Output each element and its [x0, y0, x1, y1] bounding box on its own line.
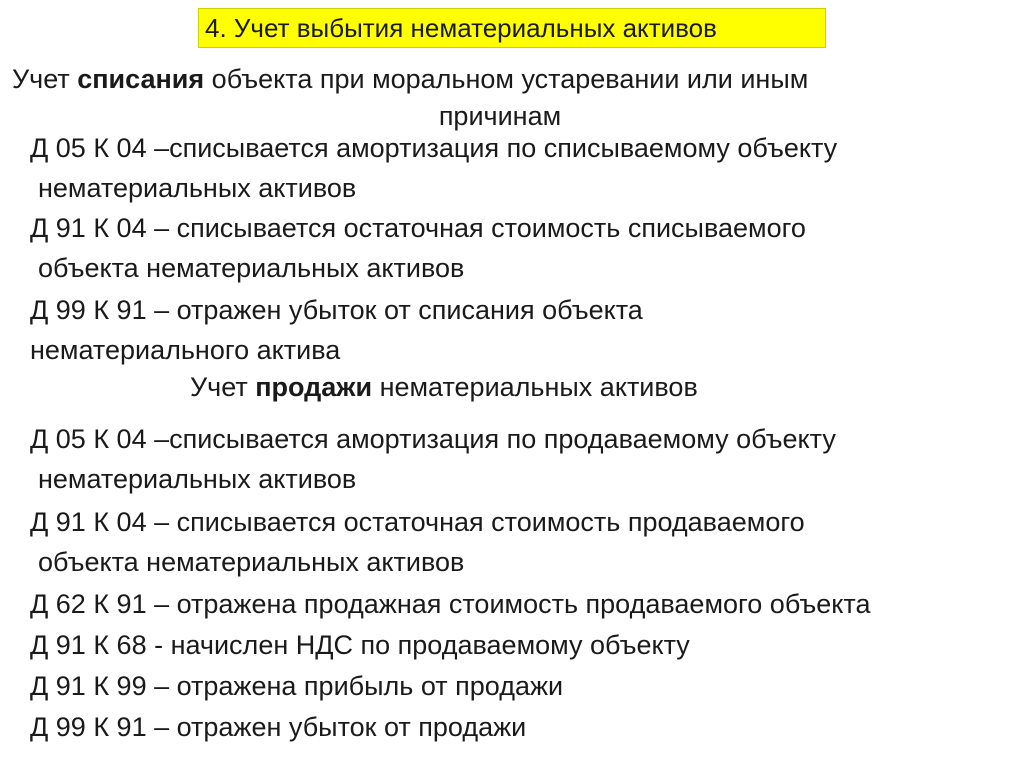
writeoff-heading-prefix: Учет: [12, 64, 78, 94]
sale-entry-2-line2: объекта нематериальных активов: [38, 547, 465, 577]
writeoff-entry-3-line1: Д 99 К 91 – отражен убыток от списания объекта: [30, 295, 643, 325]
writeoff-heading: [12, 62, 1012, 96]
sale-heading: [190, 370, 698, 404]
slide-title-text: 4. Учет выбытия нематериальных активов: [205, 13, 717, 43]
sale-entry-4: Д 91 К 68 - начислен НДС по продаваемому объекту: [30, 630, 690, 660]
slide-title: [198, 8, 826, 48]
sale-entry-6: Д 99 К 91 – отражен убыток от продажи: [30, 712, 527, 742]
writeoff-entry-2-line2: объекта нематериальных активов: [38, 253, 465, 283]
sale-entry-5: Д 91 К 99 – отражена прибыль от продажи: [30, 671, 564, 701]
writeoff-heading-suffix: объекта при моральном устаревании или иным: [204, 64, 809, 94]
sale-heading-prefix: Учет: [190, 372, 256, 402]
writeoff-entry-2-line1: Д 91 К 04 – списывается остаточная стоимость списываемого: [30, 213, 806, 243]
sale-entry-2-line1: Д 91 К 04 – списывается остаточная стоимость продаваемого: [30, 507, 805, 537]
writeoff-entry-1-line2: нематериальных активов: [38, 173, 357, 203]
writeoff-heading-bold: списания: [77, 64, 205, 94]
sale-entry-3: Д 62 К 91 – отражена продажная стоимость продаваемого объекта: [30, 589, 871, 619]
writeoff-entry-1-line1: Д 05 К 04 –списывается амортизация по списываемому объекту: [30, 133, 838, 163]
sale-heading-bold: продажи: [255, 372, 373, 402]
sale-entry-1-line2: нематериальных активов: [38, 464, 357, 494]
writeoff-heading-line2: причинам: [438, 101, 562, 131]
sale-heading-suffix: нематериальных активов: [372, 372, 698, 402]
sale-entry-1-line1: Д 05 К 04 –списывается амортизация по продаваемому объекту: [30, 424, 836, 454]
writeoff-entry-3-line2: нематериального актива: [30, 335, 341, 365]
